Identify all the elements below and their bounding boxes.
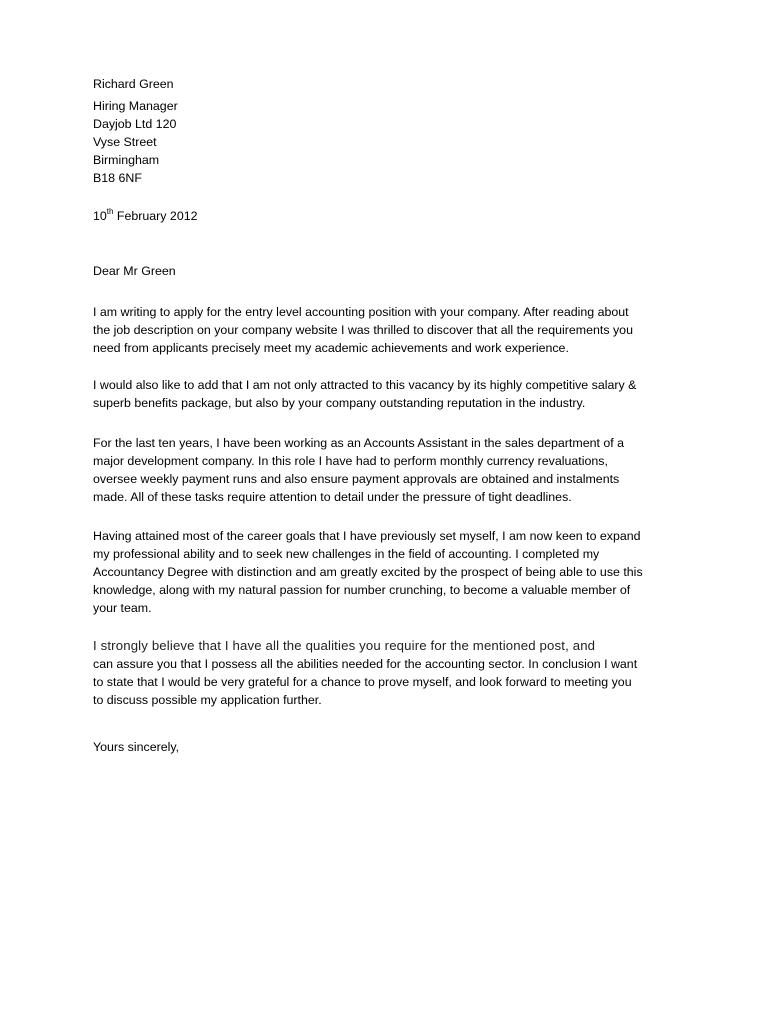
paragraph-3	[93, 434, 683, 506]
date-rest: February 2012	[113, 209, 198, 223]
recipient-address	[93, 97, 683, 187]
paragraph-line: I am writing to apply for the entry level accounting position with your company. After reading about	[93, 305, 629, 319]
closing-text: Yours sincerely,	[93, 740, 180, 754]
paragraph-line: I would also like to add that I am not only attracted to this vacancy by its highly competitive salary &	[93, 378, 637, 392]
paragraph-line: oversee weekly payment runs and also ensure payment approvals are obtained and instalments	[93, 472, 620, 486]
paragraph-line: Accountancy Degree with distinction and am greatly excited by the prospect of being able to use this	[93, 565, 643, 579]
date-day: 10	[93, 209, 107, 223]
date-line	[93, 207, 683, 225]
paragraph-line: to discuss possible my application further.	[93, 693, 322, 707]
paragraph-2	[93, 376, 683, 412]
letter-date	[93, 207, 683, 225]
paragraph-line: superb benefits package, but also by your company outstanding reputation in the industry.	[93, 396, 586, 410]
address-line: Hiring Manager	[93, 99, 178, 113]
sender-name	[93, 75, 683, 93]
salutation-text: Dear Mr Green	[93, 264, 176, 278]
sender-name-text: Richard Green	[93, 77, 174, 91]
address-line: B18 6NF	[93, 171, 142, 185]
paragraph-line: knowledge, along with my natural passion for number crunching, to become a valuable member of	[93, 583, 631, 597]
paragraph-line: For the last ten years, I have been working as an Accounts Assistant in the sales department of a	[93, 436, 625, 450]
paragraph-line: my professional ability and to seek new challenges in the field of accounting. I completed my	[93, 547, 600, 561]
paragraph-line: your team.	[93, 601, 152, 615]
date-suffix: th	[106, 206, 114, 216]
paragraph-line: to state that I would be very grateful for a chance to prove myself, and look forward to meeting you	[93, 675, 632, 689]
paragraph-line: made. All of these tasks require attention to detail under the pressure of tight deadlines.	[93, 490, 572, 504]
paragraph-line: Having attained most of the career goals that I have previously set myself, I am now keen to expand	[93, 529, 641, 543]
paragraph-line: can assure you that I possess all the abilities needed for the accounting sector. In conclusion I want	[93, 657, 638, 671]
address-line: Birmingham	[93, 153, 160, 167]
paragraph-line: the job description on your company website I was thrilled to discover that all the requirements you	[93, 323, 633, 337]
paragraph-line: I strongly believe that I have all the qualities you require for the mentioned post, and	[93, 638, 596, 653]
closing	[93, 738, 683, 756]
address-line: Vyse Street	[93, 135, 157, 149]
paragraph-line: need from applicants precisely meet my academic achievements and work experience.	[93, 341, 569, 355]
paragraph-4	[93, 527, 683, 617]
paragraph-line: major development company. In this role I have had to perform monthly currency revaluations,	[93, 454, 608, 468]
paragraph-1	[93, 303, 683, 357]
address-line: Dayjob Ltd 120	[93, 117, 177, 131]
paragraph-5	[93, 637, 683, 709]
salutation	[93, 262, 683, 280]
